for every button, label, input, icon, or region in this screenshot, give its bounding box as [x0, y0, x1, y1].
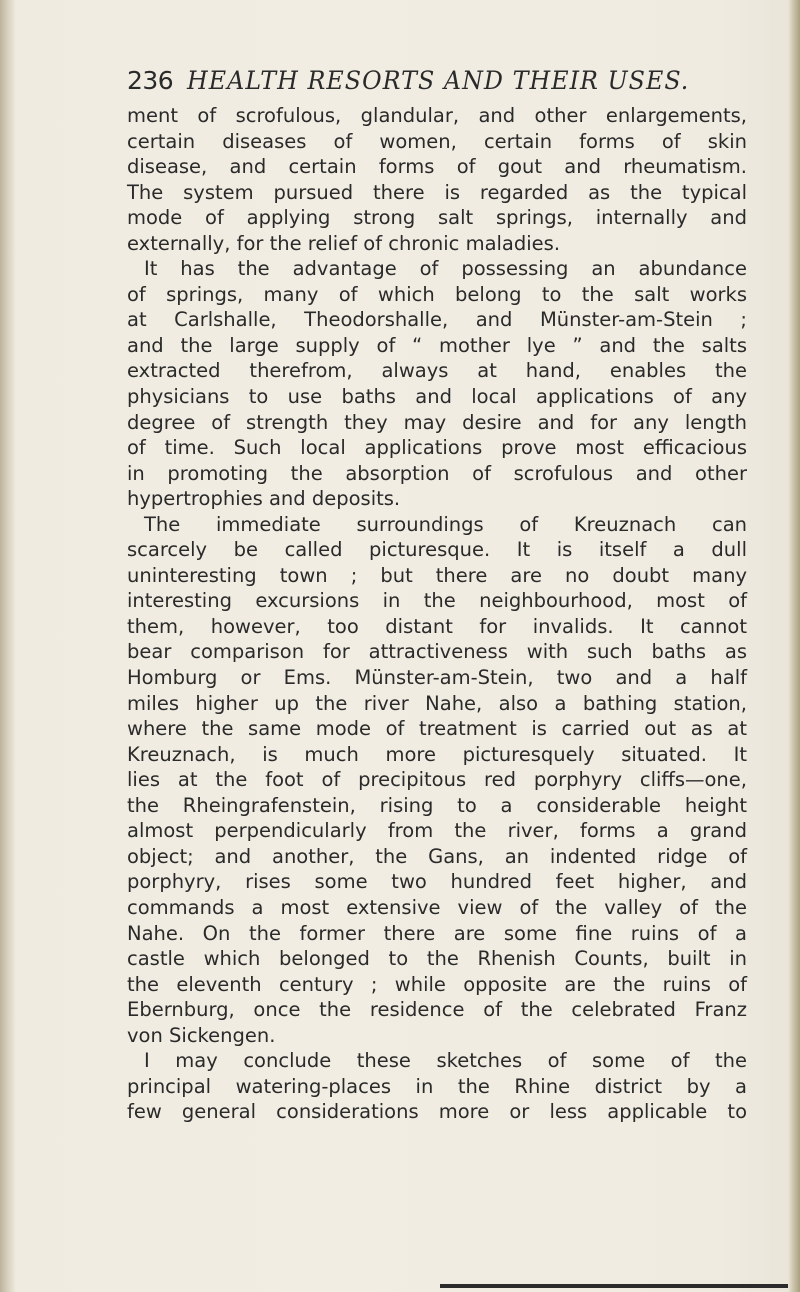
text-line: ment of scrofulous, glandular, and other enlargements, — [127, 104, 747, 127]
text-line: degree of strength they may desire and for any length — [127, 410, 747, 434]
text-line: few general considerations more or less applicable to — [127, 1100, 747, 1124]
text-line: porphyry, rises some two hundred feet higher, and — [127, 870, 747, 894]
text-line: miles higher up the river Nahe, also a bathing station, — [127, 691, 747, 715]
paragraph-last-line: externally, for the relief of chronic maladies. — [127, 231, 561, 255]
paragraph-last-line: von Sickengen. — [127, 1023, 276, 1047]
running-title: HEALTH RESORTS AND THEIR USES. — [187, 66, 690, 95]
body-text — [127, 103, 747, 1125]
page-number: 236 — [127, 66, 174, 95]
text-line: mode of applying strong salt springs, internally and — [127, 206, 747, 230]
text-line: disease, and certain forms of gout and rheumatism. — [127, 155, 747, 179]
text-line: of springs, many of which belong to the salt works — [127, 282, 747, 306]
text-line: and the large supply of “ mother lye ” and the salts — [127, 333, 747, 357]
text-line: them, however, too distant for invalids. It cannot — [127, 614, 747, 638]
text-line: where the same mode of treatment is carried out as at — [127, 717, 747, 741]
text-line: interesting excursions in the neighbourhood, most of — [127, 589, 747, 613]
text-line: almost perpendicularly from the river, forms a grand — [127, 819, 747, 843]
text-line: Ebernburg, once the residence of the celebrated Franz — [127, 998, 747, 1022]
paragraph-first-line: I may conclude these sketches of some of the — [144, 1049, 747, 1073]
paragraph-first-line: The immediate surroundings of Kreuznach can — [144, 512, 747, 536]
text-line: castle which belonged to the Rhenish Counts, built in — [127, 947, 747, 971]
text-line: principal watering-places in the Rhine district by a — [127, 1074, 747, 1098]
text-line: scarcely be called picturesque. It is itself a dull — [127, 538, 747, 562]
text-line: The system pursued there is regarded as the typical — [127, 180, 747, 204]
text-line: the Rheingrafenstein, rising to a considerable height — [127, 793, 747, 817]
text-line: lies at the foot of precipitous red porphyry cliffs—one, — [127, 768, 747, 792]
text-line: of time. Such local applications prove most efficacious — [127, 436, 747, 460]
bottom-rule — [440, 1284, 788, 1288]
text-line: commands a most extensive view of the valley of the — [127, 895, 747, 919]
text-line: object; and another, the Gans, an indented ridge of — [127, 844, 747, 868]
running-head — [127, 66, 716, 102]
text-line: Homburg or Ems. Münster-am-Stein, two and a half — [127, 666, 747, 690]
paragraph-last-line: hypertrophies and deposits. — [127, 487, 401, 511]
text-line: Kreuznach, is much more picturesquely situated. It — [127, 742, 747, 766]
text-line: uninteresting town ; but there are no doubt many — [127, 563, 747, 587]
text-line: Nahe. On the former there are some fine ruins of a — [127, 921, 747, 945]
text-line: at Carlshalle, Theodorshalle, and Münster-am-Stein ; — [127, 308, 747, 332]
text-line: the eleventh century ; while opposite are the ruins of — [127, 972, 747, 996]
text-line: certain diseases of women, certain forms of skin — [127, 129, 747, 153]
text-line: bear comparison for attractiveness with such baths as — [127, 640, 747, 664]
text-line: physicians to use baths and local applications of any — [127, 385, 747, 409]
paragraph-first-line: It has the advantage of possessing an abundance — [144, 257, 747, 281]
text-line: extracted therefrom, always at hand, enables the — [127, 359, 747, 383]
text-line: in promoting the absorption of scrofulous and other — [127, 461, 747, 485]
